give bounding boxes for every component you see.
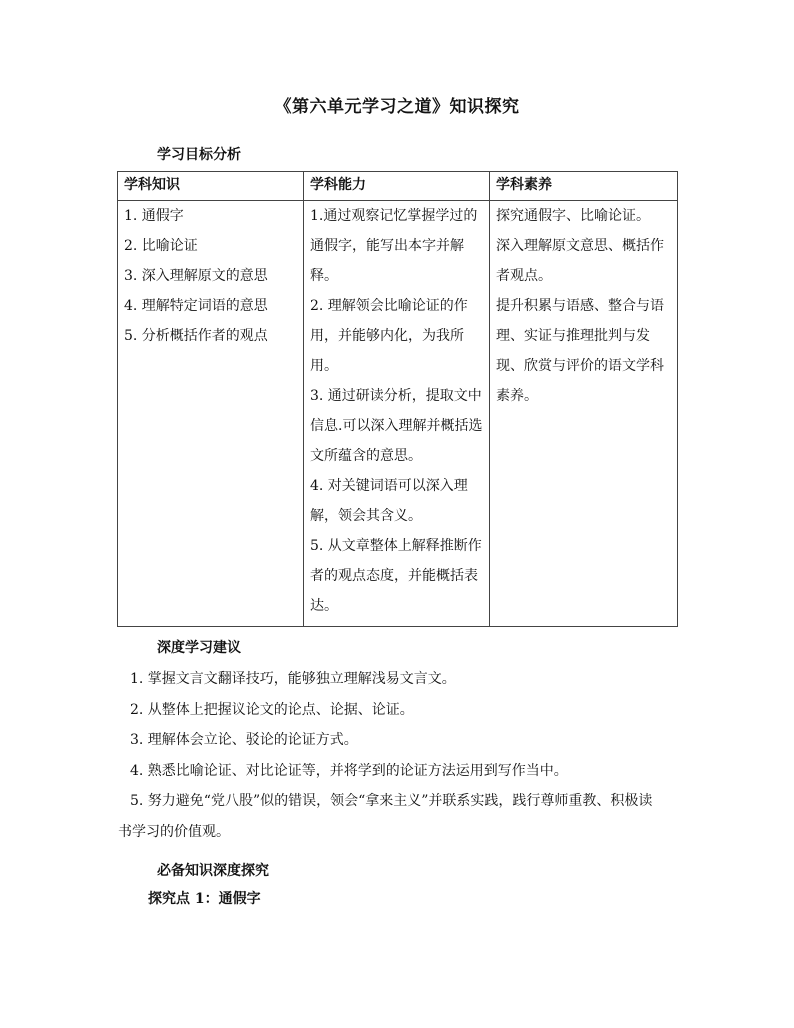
table-header-row [118,172,678,201]
table-row [118,201,678,627]
list-item: 1. 掌握文言文翻译技巧，能够独立理解浅易文言文。 [130,671,456,687]
list-item: 3. 通过研读分析，提取文中信息.可以深入理解并概括选文所蕴含的意思。 [310,388,483,464]
knowledge-cell [118,201,304,627]
point-heading: 探究点 1：通假字 [148,891,261,907]
column-header-knowledge: 学科知识 [118,172,304,201]
list-item: 3. 深入理解原文的意思 [124,268,268,284]
ability-cell [304,201,490,627]
list-item: 探究通假字、比喻论证。 [496,208,650,224]
list-item: 1. 通假字 [124,208,184,224]
list-item: 2. 比喻论证 [124,238,198,254]
goals-table [117,171,678,627]
list-item: 2. 理解领会比喻论证的作用，并能够内化，为我所用。 [310,298,468,374]
list-item: 5. 从文章整体上解释推断作者的观点态度，并能概括表达。 [310,538,482,614]
column-header-literacy: 学科素养 [490,172,678,201]
goals-heading: 学习目标分析 [157,147,241,163]
literacy-cell [490,201,678,627]
advice-list [118,664,678,847]
advice-heading: 深度学习建议 [157,640,241,656]
list-item: 深入理解原文意思、概括作者观点。 [496,238,664,284]
page-title: 《第六单元学习之道》知识探究 [274,97,520,117]
list-item: 2. 从整体上把握议论文的论点、论据、论证。 [130,701,414,718]
column-header-ability: 学科能力 [304,172,490,201]
list-item: 4. 熟悉比喻论证、对比论证等，并将学到的论证方法运用到写作当中。 [130,762,568,779]
list-item: 4. 对关键词语可以深入理解，领会其含义。 [310,478,468,524]
list-item: 提升积累与语感、整合与语理、实证与推理批判与发现、欣赏与评价的语文学科素养。 [496,298,664,404]
list-item: 5. 分析概括作者的观点 [124,328,268,344]
list-item: 4. 理解特定词语的意思 [124,298,268,314]
list-item: 5. 努力避免“党八股”似的错误，领会“拿来主义”并联系实践，践行尊师重教、积极读书学习的价值观。 [118,793,653,840]
knowledge-heading: 必备知识深度探究 [157,863,269,879]
list-item: 3. 理解体会立论、驳论的论证方式。 [130,732,358,748]
list-item: 1.通过观察记忆掌握学过的通假字，能写出本字并解释。 [310,208,478,284]
